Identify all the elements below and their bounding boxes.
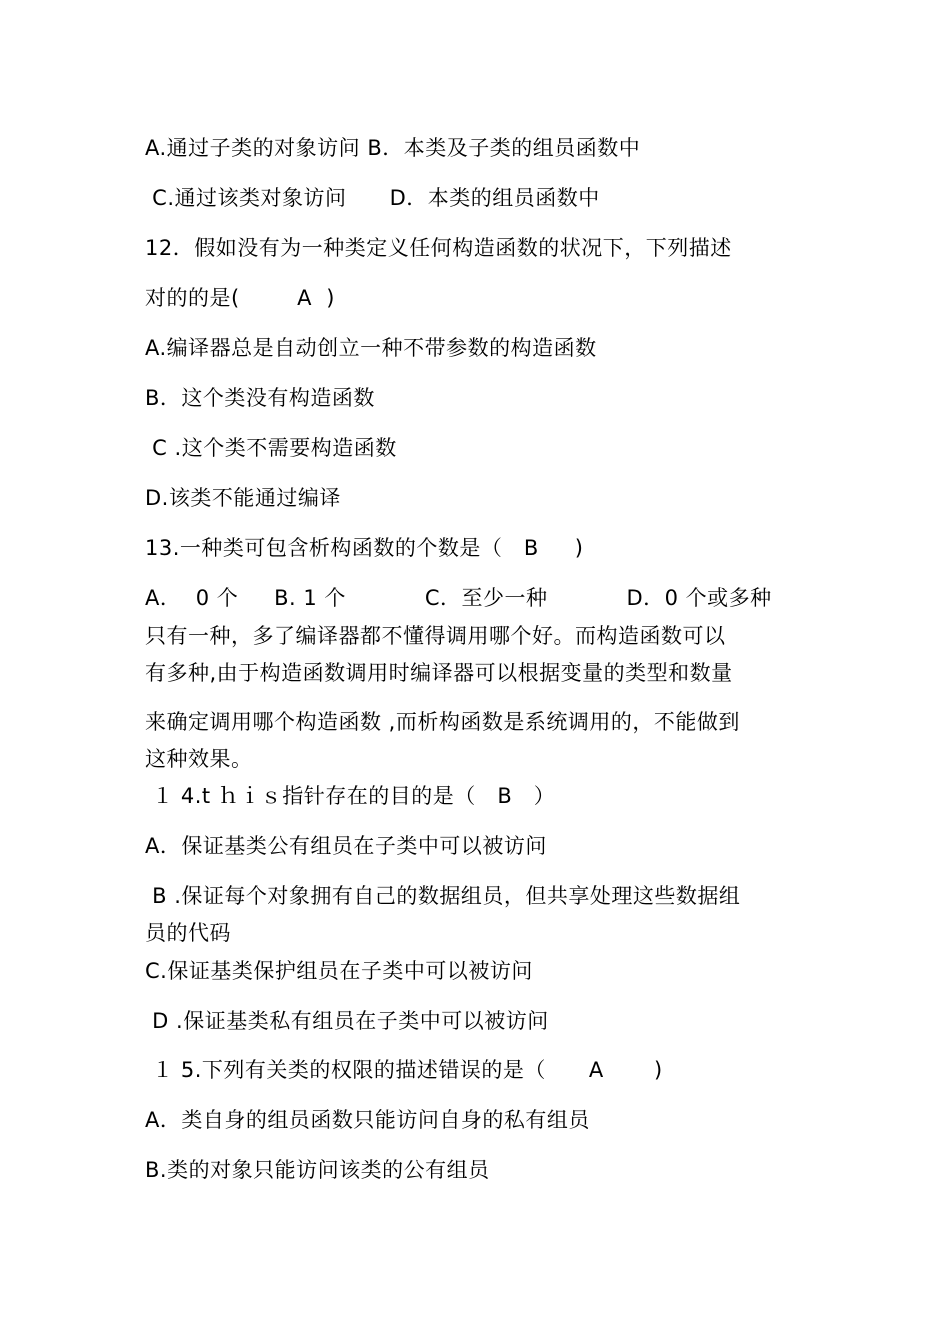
q12-option-c: C .这个类不需要构造函数 [145, 436, 397, 460]
question-12-line-2: 对的的是( A ) [145, 286, 336, 310]
explanation-line-1: 只有一种，多了编译器都不懂得调用哪个好。而构造函数可以 [145, 624, 726, 648]
q14-option-d: D .保证基类私有组员在子类中可以被访问 [145, 1009, 549, 1033]
question-15-line: １ 5.下列有关类的权限的描述错误的是（ A ) [145, 1058, 663, 1082]
q12-option-d: D.该类不能通过编译 [145, 486, 341, 510]
question-12-line-1: 12．假如没有为一种类定义任何构造函数的状况下，下列描述 [145, 236, 732, 260]
question-13-line: 13.一种类可包含析构函数的个数是（ B ) [145, 536, 584, 560]
q15-option-a: A．类自身的组员函数只能访问自身的私有组员 [145, 1108, 590, 1132]
option-c-line: C.通过该类对象访问 D．本类的组员函数中 [145, 186, 600, 210]
q14-option-a: A．保证基类公有组员在子类中可以被访问 [145, 834, 547, 858]
q14-option-b-line-1: B .保证每个对象拥有自己的数据组员，但共享处理这些数据组 [145, 884, 741, 908]
q13-options: A． 0 个 B. 1 个 C．至少一种 D．0 个或多种 [145, 586, 772, 610]
q14-option-c: C.保证基类保护组员在子类中可以被访问 [145, 959, 533, 983]
explanation-line-2: 有多种,由于构造函数调用时编译器可以根据变量的类型和数量 [145, 661, 733, 685]
option-a-line: A.通过子类的对象访问 B．本类及子类的组员函数中 [145, 136, 641, 160]
explanation-line-4: 这种效果。 [145, 747, 253, 771]
q15-option-b: B.类的对象只能访问该类的公有组员 [145, 1158, 490, 1182]
explanation-line-3: 来确定调用哪个构造函数 ,而析构函数是系统调用的，不能做到 [145, 710, 740, 734]
question-14-line: １ 4.t ｈｉｓ指针存在的目的是（ B ） [145, 784, 556, 808]
q12-option-a: A.编译器总是自动创立一种不带参数的构造函数 [145, 336, 597, 360]
q14-option-b-line-2: 员的代码 [145, 921, 231, 945]
q12-option-b: B．这个类没有构造函数 [145, 386, 375, 410]
